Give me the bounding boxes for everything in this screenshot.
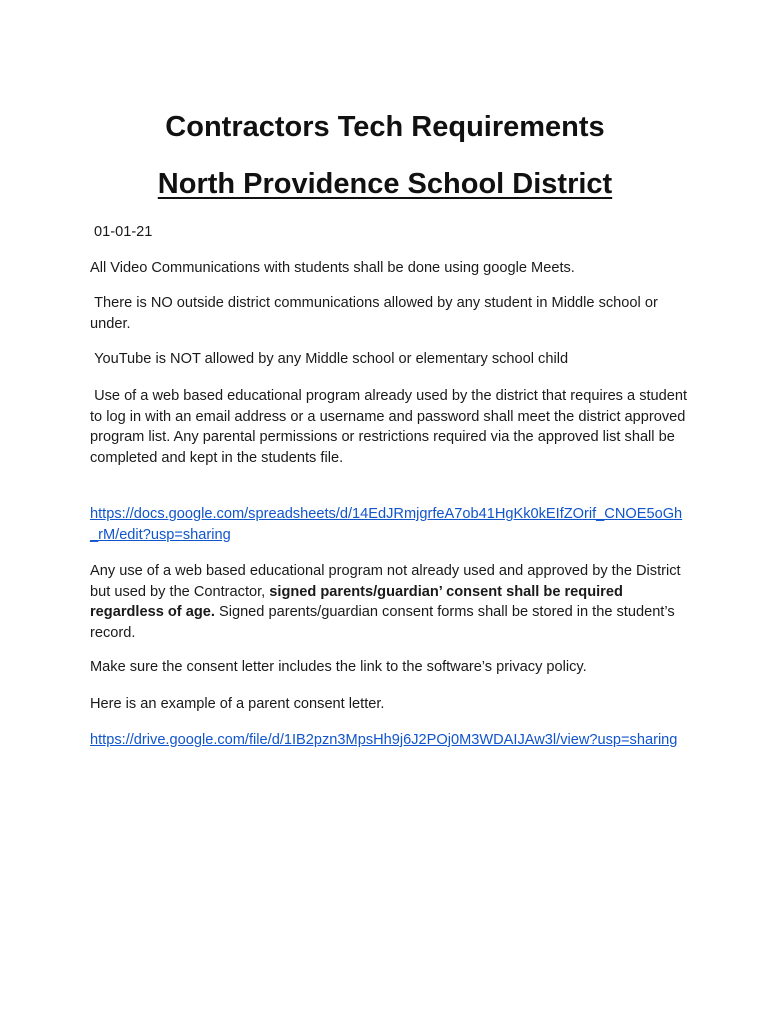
consent-requirement-bold: signed parents/guardian’ consent shall be required regardless of age.: [90, 583, 623, 620]
paragraph-outside-communications: [90, 293, 690, 334]
paragraph-example-intro: Here is an example of a parent consent letter.: [90, 696, 385, 712]
paragraph-youtube-text: YouTube is NOT allowed by any Middle school or elementary school child: [94, 351, 569, 367]
consent-letter-link[interactable]: https://drive.google.com/file/d/1IB2pzn3MpsHh9j6J2POj0M3WDAIJAw3l/view?usp=sharing: [90, 732, 678, 748]
spreadsheet-link[interactable]: https://docs.google.com/spreadsheets/d/14EdJRmjgrfeA7ob41HgKk0kEIfZOrif_CNOE5oGh_rM/edit?usp=sharing: [90, 506, 683, 543]
spreadsheet-link-paragraph: [90, 504, 690, 545]
paragraph-video-communications: All Video Communications with students shall be done using google Meets.: [90, 260, 575, 276]
paragraph-web-program-text: Use of a web based educational program already used by the district that requires a student to log in with an email address or a username and password shall meet the district approved program list. Any parental permissions or restrictions required via the approved list shall be completed and kept in the students file.: [90, 388, 688, 466]
document-date: 01-01-21: [94, 224, 153, 240]
consent-requirement-part2: Signed parents/guardian consent forms shall be stored in the student’s record.: [90, 604, 675, 641]
page-subtitle: North Providence School District: [157, 168, 613, 200]
consent-requirement-part1: Any use of a web based educational program not already used and approved by the District but used by the Contractor,: [90, 563, 681, 600]
paragraph-outside-text: There is NO outside district communications allowed by any student in Middle school or under.: [90, 295, 658, 332]
paragraph-privacy-policy: Make sure the consent letter includes the link to the software’s privacy policy.: [90, 659, 587, 675]
paragraph-web-program: [90, 386, 690, 468]
paragraph-youtube: [90, 349, 690, 370]
page-title: Contractors Tech Requirements: [165, 111, 605, 143]
consent-letter-link-paragraph: [90, 730, 690, 751]
paragraph-consent-requirement: [90, 561, 690, 643]
